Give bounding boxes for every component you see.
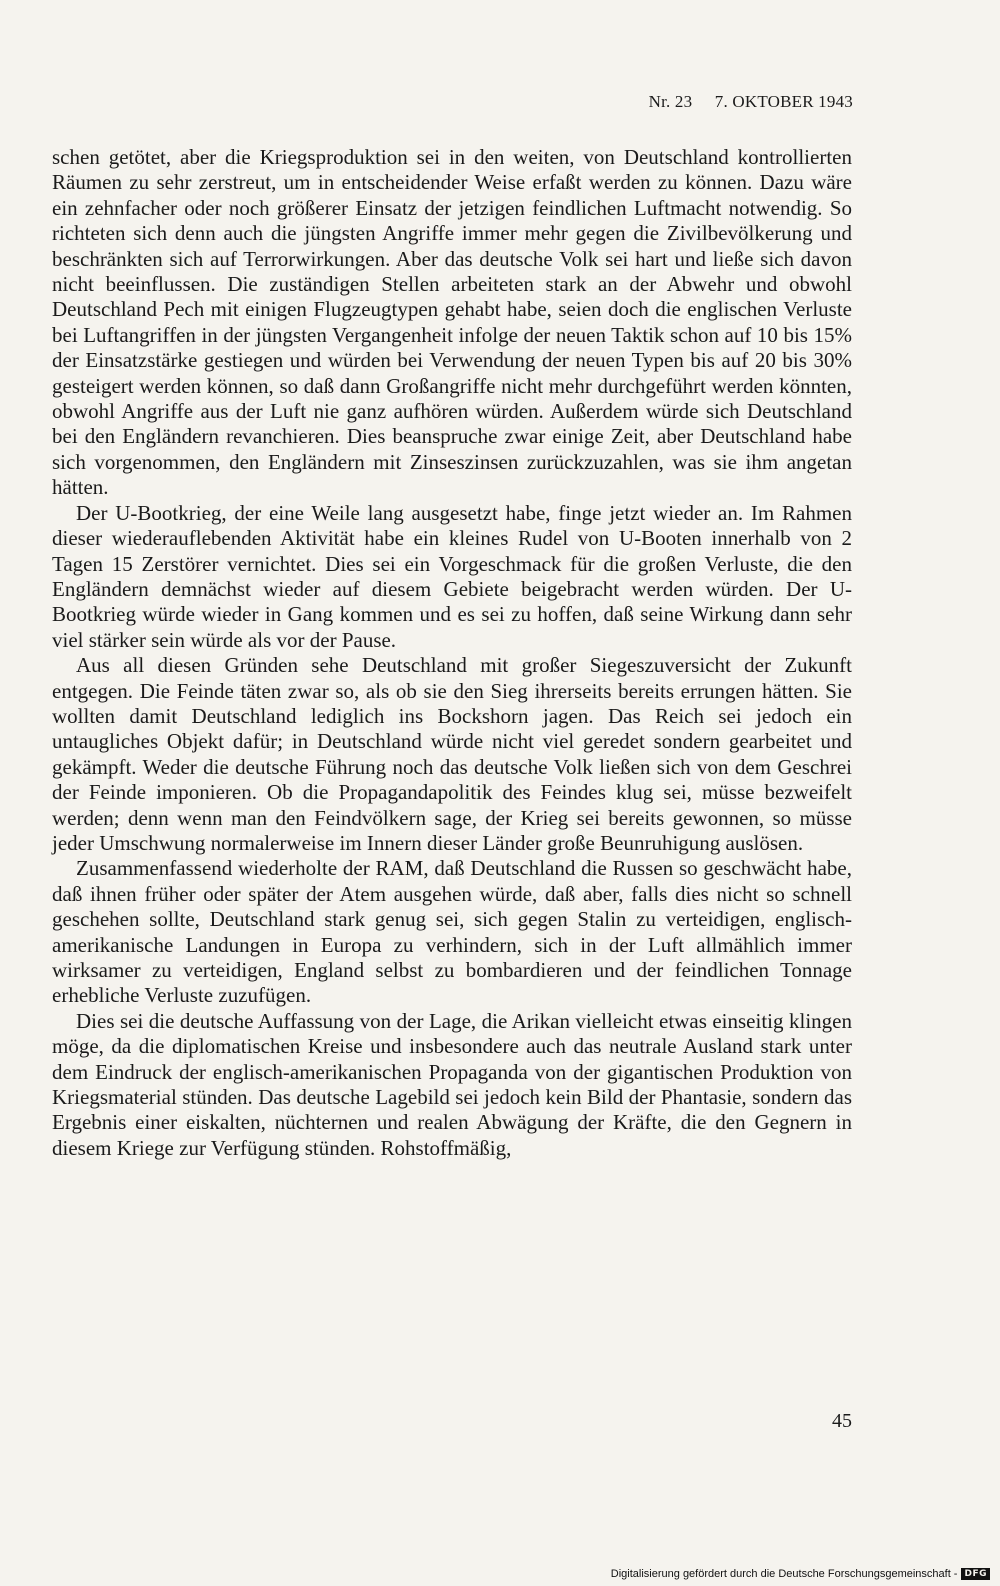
paragraph: Zusammenfassend wiederholte der RAM, daß Deutschland die Russen so geschwächt habe, daß ihnen früher oder später der Atem ausgehen würde, daß aber, falls dies nicht so schnell geschehen sollte, Deutschland stark genug sei, sich gegen Stalin zu verteidigen, englisch-amerikanische Landungen in Europa zu verhindern, sich in der Luft allmählich immer wirksamer zu verteidigen, England selbst zu bombardieren und der feindlichen Tonnage erhebliche Verluste zuzufügen. bbox=[52, 856, 852, 1008]
paragraph: schen getötet, aber die Kriegsproduktion sei in den weiten, von Deutschland kontrollierten Räumen zu sehr zerstreut, um in entscheidender Weise erfaßt werden zu können. Dazu wäre ein zehnfacher oder noch größerer Einsatz der jetzigen feindlichen Luftmacht notwendig. So richteten sich denn auch die jüngsten Angriffe immer mehr gegen die Zivilbevölkerung und beschränkten sich auf Terrorwirkungen. Aber das deutsche Volk sei hart und ließe sich davon nicht beeinflussen. Die zuständigen Stellen arbeiteten stark an der Abwehr und obwohl Deutschland Pech mit einigen Flugzeugtypen gehabt habe, seien doch die englischen Verluste bei Luftangriffen in der jüngsten Vergangenheit infolge der neuen Taktik schon auf 10 bis 15% der Einsatzstärke gestiegen und würden bei Verwendung der neuen Typen bis auf 20 bis 30% gesteigert werden können, so daß dann Großangriffe nicht mehr durchgeführt werden könnten, obwohl Angriffe aus der Luft nie ganz aufhören würden. Außerdem würde sich Deutschland bei den Engländern revanchieren. Dies beanspruche zwar einige Zeit, aber Deutschland habe sich vorgenommen, den Engländern mit Zinseszinsen zurückzuzahlen, was sie ihm angetan hätten. bbox=[52, 145, 852, 500]
footer-text: Digitalisierung gefördert durch die Deutsche Forschungsgemeinschaft - bbox=[610, 1568, 958, 1580]
body-text bbox=[52, 145, 852, 1161]
issue-date: 7. OKTOBER 1943 bbox=[714, 92, 853, 111]
digitization-footer bbox=[611, 1568, 990, 1580]
page-number: 45 bbox=[832, 1410, 852, 1432]
dfg-logo-icon: DFG bbox=[961, 1568, 990, 1580]
paragraph: Der U-Bootkrieg, der eine Weile lang ausgesetzt habe, finge jetzt wieder an. Im Rahmen dieser wiederauflebenden Aktivität habe ein kleines Rudel von U-Booten innerhalb von 2 Tagen 15 Zerstörer vernichtet. Dies sei ein Vorgeschmack für die großen Verluste, die den Engländern demnächst wieder auf diesem Gebiete beigebracht werden würden. Der U-Bootkrieg würde wieder in Gang kommen und es sei zu hoffen, daß seine Wirkung dann sehr viel stärker sein würde als vor der Pause. bbox=[52, 500, 852, 652]
page-header bbox=[649, 92, 853, 112]
paragraph: Dies sei die deutsche Auffassung von der Lage, die Arikan vielleicht etwas einseitig klingen möge, da die diplomatischen Kreise und insbesondere auch das neutrale Ausland stark unter dem Eindruck der englisch-amerikanischen Propaganda von der gigantischen Produktion von Kriegsmaterial stünden. Das deutsche Lagebild sei jedoch kein Bild der Phantasie, sondern das Ergebnis einer eiskalten, nüchternen und realen Abwägung der Kräfte, die den Gegnern in diesem Kriege zur Verfügung stünden. Rohstoffmäßig, bbox=[52, 1008, 852, 1160]
issue-number: Nr. 23 bbox=[648, 92, 693, 111]
paragraph: Aus all diesen Gründen sehe Deutschland mit großer Siegeszuversicht der Zukunft entgegen. Die Feinde täten zwar so, als ob sie den Sieg ihrerseits bereits errungen hätten. Sie wollten damit Deutschland lediglich ins Bockshorn jagen. Das Reich sei jedoch ein untaugliches Objekt dafür; in Deutschland würde nicht viel geredet sondern gearbeitet und gekämpft. Weder die deutsche Führung noch das deutsche Volk ließen sich von dem Geschrei der Feinde imponieren. Ob die Propagandapolitik des Feindes klug sei, müsse bezweifelt werden; denn wenn man den Feindvölkern sage, der Krieg sei bereits gewonnen, so müsse jeder Umschwung normalerweise im Innern dieser Länder große Beunruhigung auslösen. bbox=[52, 653, 852, 855]
